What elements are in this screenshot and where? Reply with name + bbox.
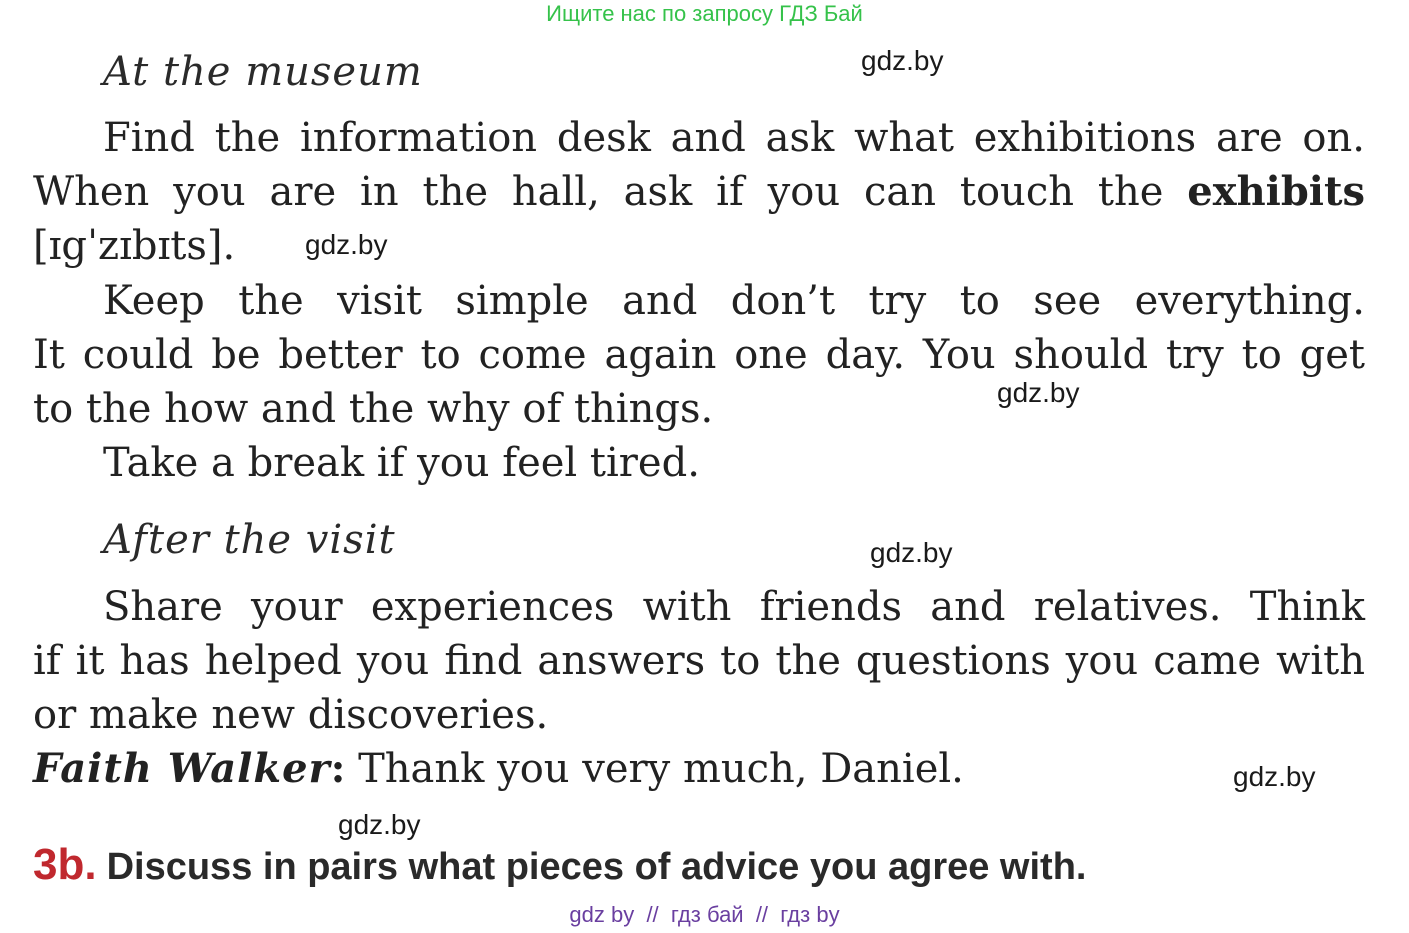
line-end: . [222, 223, 236, 269]
paragraph-line: Find the information desk and ask what exhibitions are on. [103, 115, 1365, 161]
paragraph-line: if it has helped you find answers to the questions you came with [33, 638, 1365, 684]
heading-after-the-visit: After the visit [103, 517, 396, 563]
paragraph-line: It could be better to come again one day. You should try to get [33, 332, 1365, 378]
paragraph-share-experiences [33, 580, 1365, 742]
watermark: gdz.by [997, 377, 1080, 408]
task-number: 3b. [33, 840, 97, 889]
transcription: [ɪgˈzɪbɪts] [33, 223, 223, 269]
paragraph-line: Share your experiences with friends and relatives. Think [103, 584, 1365, 630]
paragraph-line [33, 165, 1365, 219]
watermark: gdz.by [870, 537, 953, 568]
watermark: gdz.by [861, 45, 944, 76]
watermark: gdz.by [1233, 761, 1316, 792]
heading-at-the-museum: At the museum [103, 49, 423, 95]
task-3b [33, 840, 1086, 892]
watermark: gdz.by [338, 809, 421, 840]
speaker-text: Thank you very much, Daniel. [345, 746, 964, 792]
paragraph-line [33, 219, 1365, 273]
paragraph-line: or make new discoveries. [33, 692, 549, 738]
task-text: Discuss in pairs what pieces of advice you agree with. [106, 846, 1087, 888]
paragraph-line: Keep the visit simple and don’t try to see everything. [103, 278, 1365, 324]
paragraph-keep-visit-simple [33, 274, 1365, 436]
line-text: When you are in the hall, ask if you can touch the [33, 169, 1164, 215]
top-banner: Ищите нас по запросу ГДЗ Бай [546, 1, 863, 26]
speaker-line [33, 742, 1365, 796]
speaker-name: Faith Walker [33, 745, 331, 792]
paragraph-line [33, 742, 1365, 796]
speaker-colon: : [330, 745, 346, 792]
watermark: gdz.by [305, 229, 388, 260]
paragraph-take-a-break [33, 436, 1365, 490]
paragraph-information-desk [33, 111, 1365, 273]
paragraph-line: Take a break if you feel tired. [103, 440, 700, 486]
paragraph-line: to the how and the why of things. [33, 386, 714, 432]
footer-watermark: gdz by // гдз бай // гдз by [569, 902, 840, 927]
bold-term-exhibits: exhibits [1187, 168, 1365, 215]
